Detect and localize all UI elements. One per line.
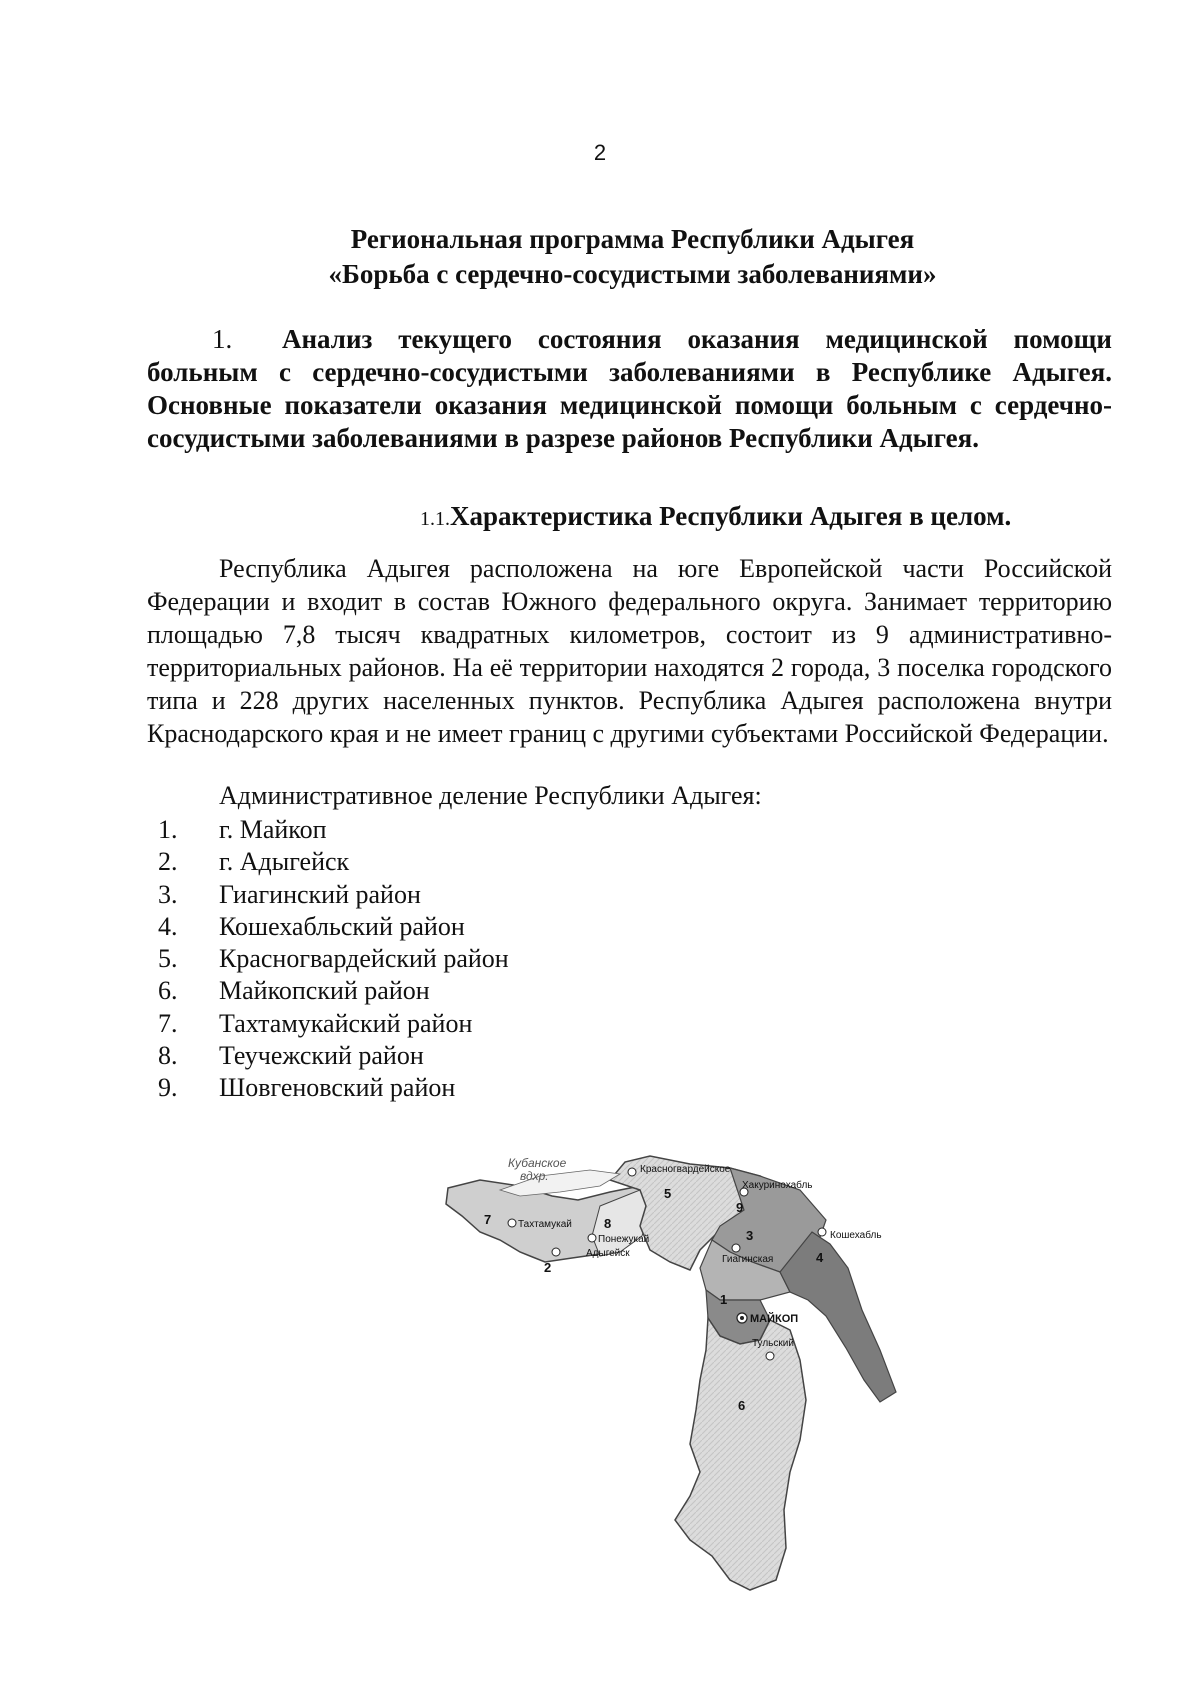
list-item-text: г. Адыгейск	[219, 847, 350, 877]
list-item-text: Гиагинский район	[219, 879, 421, 909]
subsection-number: 1.1.	[420, 508, 450, 530]
section-number: 1.	[212, 324, 233, 354]
koshekhabl-marker	[818, 1228, 826, 1236]
subsection-heading	[420, 500, 1011, 536]
district-number-1: 1	[720, 1292, 728, 1307]
district-6-shape	[675, 1318, 806, 1590]
adygeysk-label: Адыгейск	[586, 1248, 630, 1259]
title-line-1: Региональная программа Республики Адыгея	[350, 224, 915, 254]
reservoir-label-1: Кубанское	[508, 1156, 567, 1170]
title-line-2: «Борьба с сердечно-сосудистыми заболеваниями»	[328, 259, 937, 289]
list-item-text: Майкопский район	[219, 976, 430, 1006]
ponezhukay-label: Понежукай	[598, 1234, 650, 1245]
list-item-number: 7.	[158, 1008, 178, 1038]
list-item	[158, 911, 509, 943]
giaginskaya-marker	[732, 1244, 740, 1252]
body-paragraph: Республика Адыгея расположена на юге Европейской части Российской Федерации и входит в состав Южного федерального округа. Занимает территорию площадью 7,8 тысяч квадратных километров, состоит из 9 административно-территориальных районов. На её территории находятся 2 города, 3 поселка городского типа и 228 других населенных пунктов. Республика Адыгея расположена внутри Краснодарского края и не имеет границ с другими субъектами Российской Федерации.	[147, 554, 1112, 748]
maykop-label: МАЙКОП	[750, 1313, 799, 1325]
list-item-text: Кошехабльский район	[219, 911, 465, 941]
list-item-number: 4.	[158, 911, 178, 941]
district-list	[158, 814, 509, 1105]
district-number-6: 6	[738, 1398, 746, 1413]
district-number-8: 8	[604, 1216, 612, 1231]
list-item-number: 8.	[158, 1041, 178, 1071]
list-item	[158, 1008, 509, 1040]
list-item	[158, 879, 509, 911]
list-item-text: Теучежский район	[219, 1041, 424, 1071]
district-number-9: 9	[736, 1200, 744, 1215]
list-item-text: г. Майкоп	[219, 815, 327, 844]
list-item	[158, 1072, 509, 1104]
list-item-number: 5.	[158, 944, 178, 974]
page-number: 2	[593, 140, 607, 165]
reservoir-shape	[500, 1170, 620, 1196]
list-item-number: 2.	[158, 847, 178, 877]
adygeysk-marker	[552, 1248, 560, 1256]
tulskiy-label: Тульский	[752, 1338, 794, 1349]
list-item-number: 6.	[158, 976, 178, 1006]
list-item-number: 1.	[158, 815, 178, 844]
takhtamukay-marker	[508, 1219, 516, 1227]
district-number-7: 7	[484, 1212, 492, 1227]
district-number-4: 4	[816, 1250, 824, 1265]
list-item-number: 3.	[158, 879, 178, 909]
tulskiy-marker	[766, 1352, 774, 1360]
list-item-text: Тахтамукайский район	[219, 1008, 473, 1038]
document-title	[150, 222, 1115, 292]
krasnogvardeyskoe-marker	[628, 1168, 636, 1176]
list-item	[158, 975, 509, 1007]
district-number-2: 2	[544, 1260, 552, 1275]
subsection-title: Характеристика Республики Адыгея в целом.	[450, 501, 1012, 531]
adygea-map	[440, 1140, 920, 1600]
list-item	[158, 1040, 509, 1072]
admin-division-heading: Административное деление Республики Адыгея:	[219, 781, 762, 810]
section-heading	[147, 323, 1112, 455]
district-number-5: 5	[664, 1186, 672, 1201]
krasnogvardeyskoe-label: Красногвардейское	[640, 1164, 731, 1175]
maykop-marker-dot	[740, 1316, 744, 1320]
district-number-3: 3	[746, 1228, 754, 1243]
list-item-number: 9.	[158, 1073, 178, 1103]
khakurinokhabl-label: Хакуринохабль	[742, 1180, 813, 1191]
list-item-text: Шовгеновский район	[219, 1073, 456, 1103]
list-item	[158, 814, 509, 846]
list-item	[158, 846, 509, 878]
takhtamukay-label: Тахтамукай	[518, 1219, 572, 1230]
giaginskaya-label: Гиагинская	[722, 1254, 774, 1265]
list-item-text: Красногвардейский район	[219, 944, 509, 974]
list-item	[158, 943, 509, 975]
section-text: Анализ текущего состояния оказания медицинской помощи больным с сердечно-сосудистыми заболеваниями в Республике Адыгея. Основные показатели оказания медицинской помощи больным с сердечно-сосудистыми заболеваниями в разрезе районов Республики Адыгея.	[147, 324, 1112, 453]
koshekhabl-label: Кошехабль	[830, 1230, 882, 1241]
reservoir-label-2: вдхр.	[520, 1169, 549, 1183]
ponezhukay-marker	[588, 1234, 596, 1242]
